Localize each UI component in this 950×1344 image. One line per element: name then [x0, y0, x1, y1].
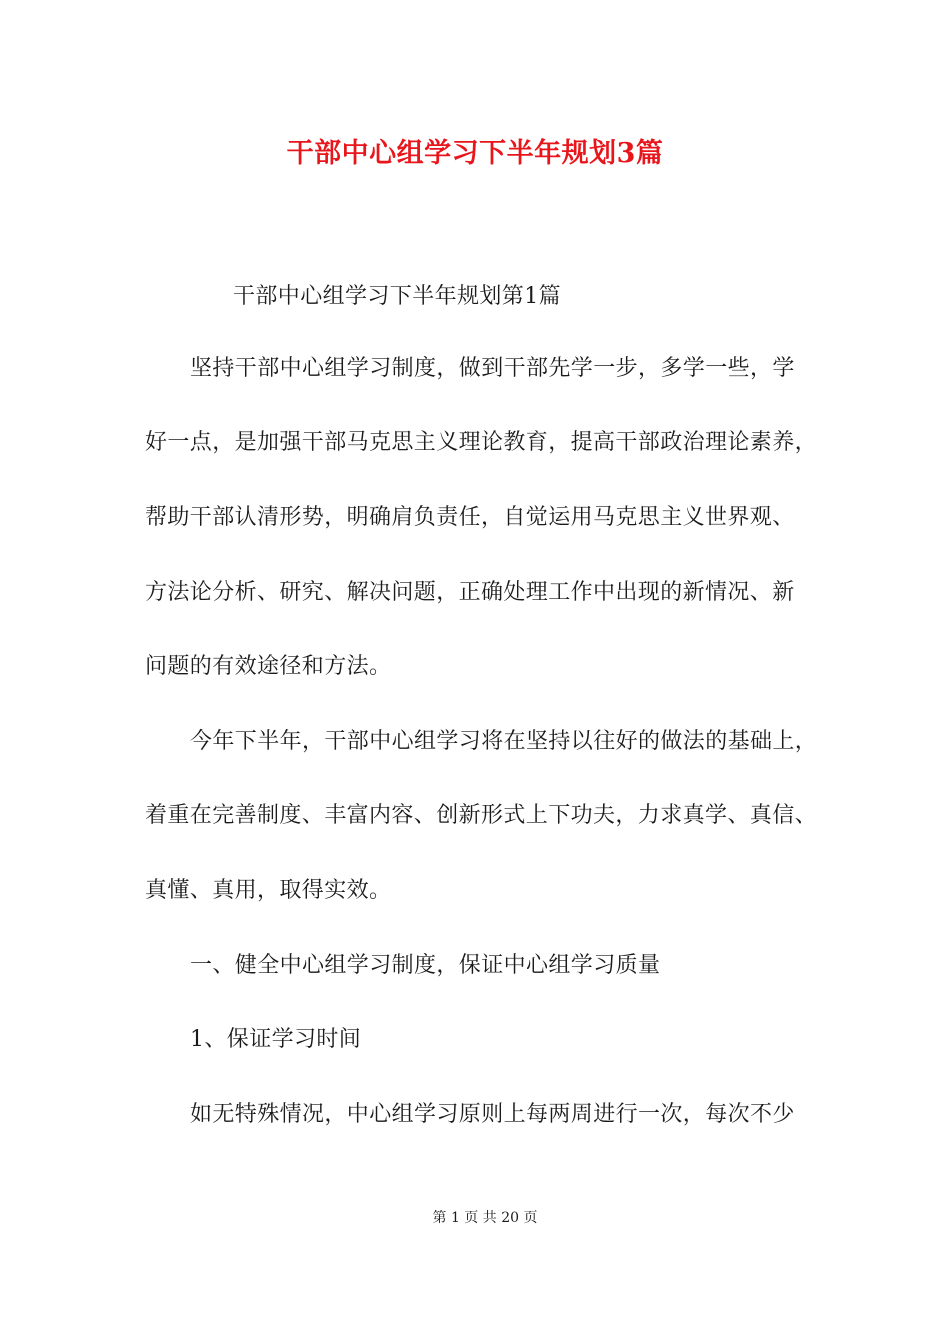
document-title: 干部中心组学习下半年规划3篇: [286, 138, 664, 169]
paragraph-line: 今年下半年，干部中心组学习将在坚持以往好的做法的基础上，: [190, 729, 818, 754]
page-footer: 第 1 页 共 20 页: [432, 1210, 538, 1226]
paragraph-line: 问题的有效途径和方法。: [145, 654, 392, 679]
subheading-line: 1、保证学习时间: [190, 1027, 362, 1052]
paragraph-line: 着重在完善制度、丰富内容、创新形式上下功夫，力求真学、真信、: [145, 803, 818, 828]
paragraph-line: 真懂、真用，取得实效。: [145, 878, 392, 903]
paragraph-line: 帮助干部认清形势，明确肩负责任，自觉运用马克思主义世界观、: [145, 505, 795, 530]
paragraph-line: 方法论分析、研究、解决问题，正确处理工作中出现的新情况、新: [145, 580, 795, 605]
paragraph-line: 坚持干部中心组学习制度，做到干部先学一步，多学一些，学: [190, 356, 795, 381]
paragraph-line: 如无特殊情况，中心组学习原则上每两周进行一次，每次不少: [190, 1102, 795, 1127]
paragraph-line: 好一点，是加强干部马克思主义理论教育，提高干部政治理论素养，: [145, 430, 818, 455]
subheading-line: 一、健全中心组学习制度，保证中心组学习质量: [190, 953, 661, 978]
section-heading-1: 干部中心组学习下半年规划第1篇: [233, 284, 561, 309]
